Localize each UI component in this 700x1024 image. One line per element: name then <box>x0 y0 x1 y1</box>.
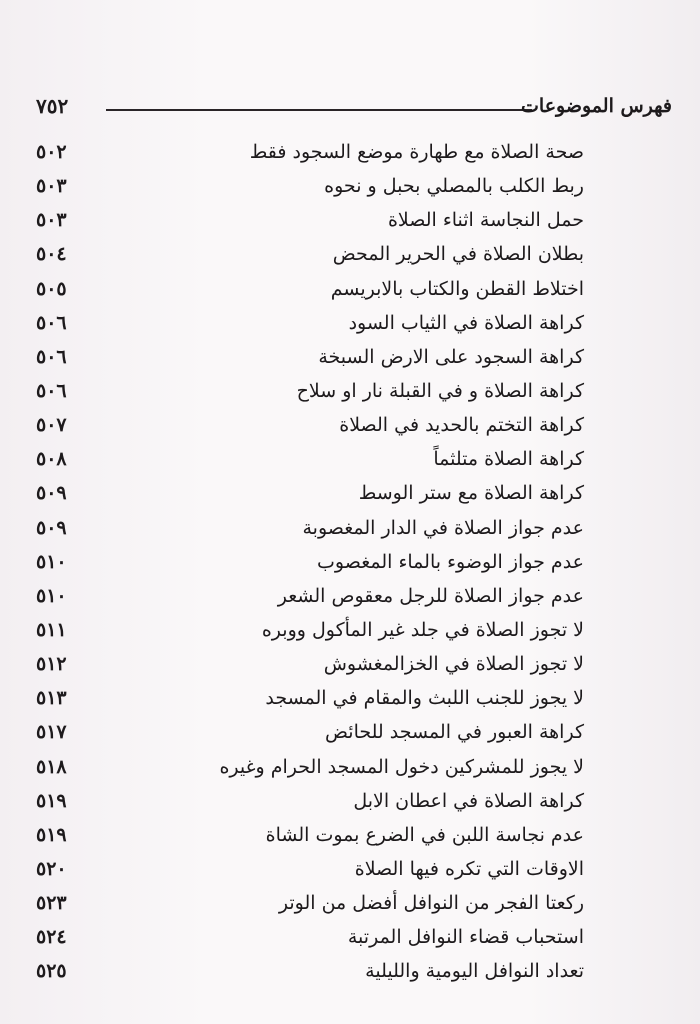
toc-entry-title: تعداد النوافل اليومية والليلية <box>365 960 584 983</box>
toc-entry <box>36 239 672 273</box>
toc-entry-page: ٥١٧ <box>36 721 67 744</box>
toc-entry-page: ٥٠٥ <box>36 277 67 300</box>
toc-entry <box>36 956 672 990</box>
toc-entry-title: لا تجوز الصلاة في جلد غير المأكول ووبره <box>261 618 584 641</box>
toc-entry-page: ٥٠٧ <box>36 414 67 437</box>
toc-entry-title: لا يجوز للجنب اللبث والمقام في المسجد <box>265 687 584 710</box>
toc-entry-title: كراهة الصلاة مع ستر الوسط <box>358 482 584 505</box>
toc-entry-title: لا تجوز الصلاة في الخزالمغشوش <box>323 653 584 676</box>
toc-entry-page: ٥١٠ <box>36 550 67 573</box>
toc-entry-title: حمل النجاسة اثناء الصلاة <box>387 209 584 232</box>
header-title: فهرس الموضوعات <box>521 95 672 117</box>
toc-entry-title: كراهة الصلاة و في القبلة نار او سلاح <box>296 379 584 402</box>
toc-entry-page: ٥٠٦ <box>36 379 67 402</box>
toc-entry-page: ٥٠٩ <box>36 516 67 539</box>
toc-entry-title: عدم جواز الوضوء بالماء المغصوب <box>317 550 584 573</box>
toc-entry <box>36 888 672 922</box>
toc-entry-title: كراهة الصلاة في الثياب السود <box>348 311 584 334</box>
toc-entry <box>36 137 672 171</box>
toc-entry-title: لا يجوز للمشركين دخول المسجد الحرام وغيره <box>219 755 584 778</box>
toc-entry <box>36 615 672 649</box>
toc-entry <box>36 820 672 854</box>
toc-entry <box>36 205 672 239</box>
toc-entry <box>36 274 672 308</box>
toc-entry-page: ٥٢٥ <box>36 960 67 983</box>
toc-entry-title: الاوقات التي تكره فيها الصلاة <box>354 857 584 880</box>
toc-entry-title: عدم جواز الصلاة للرجل معقوص الشعر <box>277 584 584 607</box>
toc-entry-page: ٥٢٤ <box>36 926 67 949</box>
toc-entry-page: ٥٢٠ <box>36 857 67 880</box>
toc-entry <box>36 444 672 478</box>
toc-entry <box>36 581 672 615</box>
toc-entry-title: كراهة الصلاة متلثماً <box>433 448 584 471</box>
toc-entry-title: صحة الصلاة مع طهارة موضع السجود فقط <box>249 141 584 163</box>
header-page-number: ٧٥٢ <box>36 94 69 118</box>
toc-entry <box>36 513 672 547</box>
toc-entry <box>36 683 672 717</box>
toc-entry-title: كراهة العبور في المسجد للحائض <box>325 721 584 744</box>
toc-entry-page: ٥٠٩ <box>36 482 67 505</box>
toc-entry-page: ٥١٩ <box>36 789 67 812</box>
toc-entry-title: عدم نجاسة اللبن في الضرع بموت الشاة <box>265 823 584 846</box>
toc-entry-page: ٥٠٣ <box>36 175 67 198</box>
toc-list <box>36 137 672 991</box>
toc-entry-page: ٥٢٣ <box>36 892 67 915</box>
toc-entry <box>36 342 672 376</box>
toc-entry-page: ٥١٠ <box>36 584 67 607</box>
toc-entry-page: ٥٠٣ <box>36 209 67 232</box>
toc-entry <box>36 478 672 512</box>
toc-entry <box>36 547 672 581</box>
toc-entry-page: ٥٠٢ <box>36 141 67 163</box>
toc-entry-title: ركعتا الفجر من النوافل أفضل من الوتر <box>278 892 584 915</box>
toc-entry <box>36 752 672 786</box>
toc-entry <box>36 376 672 410</box>
toc-entry-page: ٥٠٦ <box>36 345 67 368</box>
toc-entry-page: ٥١٩ <box>36 823 67 846</box>
toc-entry-title: كراهة التختم بالحديد في الصلاة <box>339 414 584 437</box>
toc-entry <box>36 410 672 444</box>
toc-entry <box>36 308 672 342</box>
toc-entry-title: استحباب قضاء النوافل المرتبة <box>347 926 584 949</box>
toc-entry-title: عدم جواز الصلاة في الدار المغصوبة <box>302 516 584 539</box>
toc-entry-title: اختلاط القطن والكتاب بالابريسم <box>330 277 584 300</box>
toc-entry <box>36 854 672 888</box>
toc-entry-page: ٥٠٤ <box>36 243 67 266</box>
toc-entry-title: كراهة السجود على الارض السبخة <box>318 345 584 368</box>
toc-entry-page: ٥٠٨ <box>36 448 67 471</box>
toc-entry-page: ٥٠٦ <box>36 311 67 334</box>
header-rule <box>106 109 532 111</box>
toc-entry <box>36 786 672 820</box>
toc-entry <box>36 649 672 683</box>
page-header <box>36 92 672 122</box>
toc-entry-page: ٥١٣ <box>36 687 67 710</box>
toc-entry <box>36 717 672 751</box>
toc-entry-title: ربط الكلب بالمصلي بحبل و نحوه <box>324 175 584 198</box>
toc-entry-title: بطلان الصلاة في الحرير المحض <box>332 243 584 266</box>
toc-entry-page: ٥١٨ <box>36 755 67 778</box>
toc-entry-title: كراهة الصلاة في اعطان الابل <box>353 789 584 812</box>
toc-entry-page: ٥١٢ <box>36 653 67 676</box>
toc-entry <box>36 171 672 205</box>
toc-entry <box>36 922 672 956</box>
toc-entry-page: ٥١١ <box>36 618 67 641</box>
